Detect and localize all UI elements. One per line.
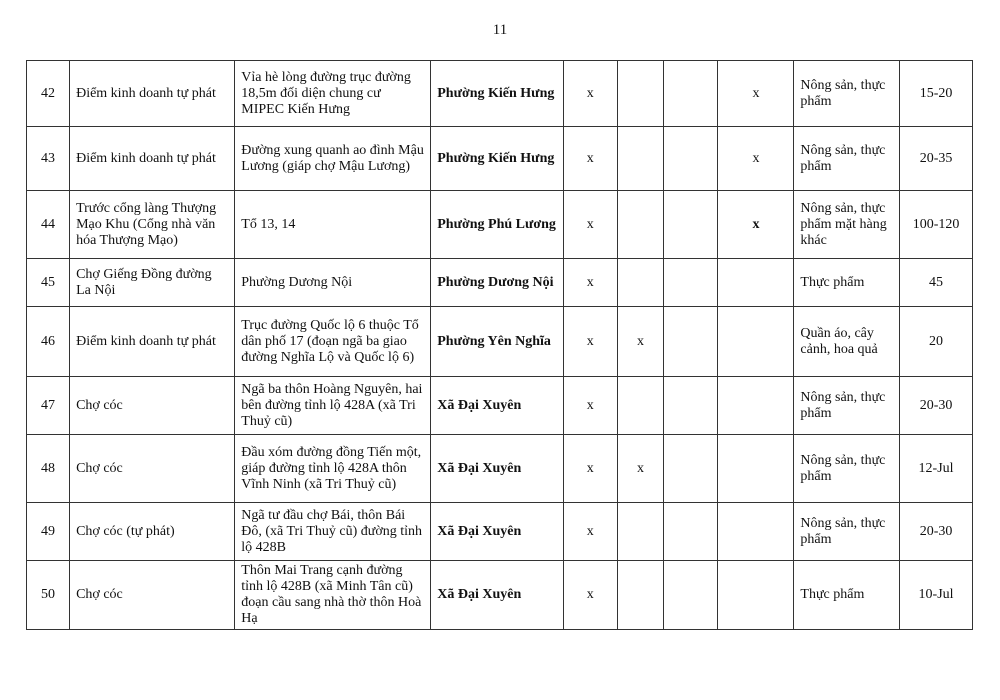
ward-name: Xã Đại Xuyên bbox=[431, 435, 563, 503]
mark-cell bbox=[617, 127, 663, 191]
mark-cell: x bbox=[563, 435, 617, 503]
table-row bbox=[27, 435, 973, 503]
area-value: 10-Jul bbox=[900, 561, 973, 630]
row-number: 42 bbox=[27, 61, 70, 127]
goods-type: Nông sản, thực phẩm mặt hàng khác bbox=[794, 191, 900, 259]
mark-cell bbox=[664, 435, 718, 503]
goods-type: Nông sản, thực phẩm bbox=[794, 435, 900, 503]
mark-cell: x bbox=[563, 561, 617, 630]
mark-cell bbox=[718, 435, 794, 503]
ward-name: Phường Yên Nghĩa bbox=[431, 307, 563, 377]
mark-cell bbox=[718, 307, 794, 377]
table-row bbox=[27, 259, 973, 307]
table-row bbox=[27, 61, 973, 127]
mark-cell bbox=[718, 377, 794, 435]
mark-cell: x bbox=[563, 307, 617, 377]
mark-cell bbox=[664, 127, 718, 191]
table-row bbox=[27, 191, 973, 259]
market-name: Chợ cóc (tự phát) bbox=[70, 503, 235, 561]
ward-name: Phường Kiến Hưng bbox=[431, 61, 563, 127]
market-location: Ngã ba thôn Hoàng Nguyên, hai bên đường tỉnh lộ 428A (xã Tri Thuỷ cũ) bbox=[235, 377, 431, 435]
market-location: Ngã tư đầu chợ Bái, thôn Bái Đô, (xã Tri Thuỷ cũ) đường tỉnh lộ 428B bbox=[235, 503, 431, 561]
mark-cell bbox=[718, 259, 794, 307]
mark-cell bbox=[664, 259, 718, 307]
table-row bbox=[27, 503, 973, 561]
market-name: Chợ cóc bbox=[70, 435, 235, 503]
mark-cell: x bbox=[718, 127, 794, 191]
row-number: 46 bbox=[27, 307, 70, 377]
market-location: Phường Dương Nội bbox=[235, 259, 431, 307]
mark-cell bbox=[718, 561, 794, 630]
ward-name: Xã Đại Xuyên bbox=[431, 377, 563, 435]
mark-cell bbox=[617, 259, 663, 307]
market-name: Trước cổng làng Thượng Mạo Khu (Cổng nhà văn hóa Thượng Mạo) bbox=[70, 191, 235, 259]
page-number: 11 bbox=[492, 22, 508, 38]
row-number: 50 bbox=[27, 561, 70, 630]
ward-name: Xã Đại Xuyên bbox=[431, 561, 563, 630]
table-row bbox=[27, 127, 973, 191]
mark-cell: x bbox=[563, 191, 617, 259]
goods-type: Thực phẩm bbox=[794, 561, 900, 630]
goods-type: Nông sản, thực phẩm bbox=[794, 61, 900, 127]
mark-cell bbox=[617, 561, 663, 630]
market-location: Trục đường Quốc lộ 6 thuộc Tổ dân phố 17 (đoạn ngã ba giao đường Nghĩa Lộ và Quốc lộ 6) bbox=[235, 307, 431, 377]
market-location: Vỉa hè lòng đường trục đường 18,5m đối diện chung cư MIPEC Kiến Hưng bbox=[235, 61, 431, 127]
market-name: Điểm kinh doanh tự phát bbox=[70, 307, 235, 377]
market-name: Điểm kinh doanh tự phát bbox=[70, 61, 235, 127]
area-value: 20 bbox=[900, 307, 973, 377]
mark-cell bbox=[718, 503, 794, 561]
mark-cell bbox=[664, 377, 718, 435]
mark-cell bbox=[664, 307, 718, 377]
mark-cell bbox=[617, 503, 663, 561]
goods-type: Nông sản, thực phẩm bbox=[794, 127, 900, 191]
mark-cell bbox=[664, 503, 718, 561]
ward-name: Phường Phú Lương bbox=[431, 191, 563, 259]
table-row bbox=[27, 377, 973, 435]
market-name: Chợ Giếng Đồng đường La Nội bbox=[70, 259, 235, 307]
mark-cell: x bbox=[563, 259, 617, 307]
market-name: Chợ cóc bbox=[70, 561, 235, 630]
area-value: 20-30 bbox=[900, 503, 973, 561]
row-number: 45 bbox=[27, 259, 70, 307]
mark-cell bbox=[664, 191, 718, 259]
area-value: 45 bbox=[900, 259, 973, 307]
mark-cell: x bbox=[563, 377, 617, 435]
ward-name: Xã Đại Xuyên bbox=[431, 503, 563, 561]
area-value: 100-120 bbox=[900, 191, 973, 259]
area-value: 12-Jul bbox=[900, 435, 973, 503]
mark-cell: x bbox=[718, 61, 794, 127]
mark-cell bbox=[617, 191, 663, 259]
market-name: Điểm kinh doanh tự phát bbox=[70, 127, 235, 191]
mark-cell bbox=[664, 61, 718, 127]
mark-cell: x bbox=[563, 127, 617, 191]
table-row bbox=[27, 307, 973, 377]
market-location: Tổ 13, 14 bbox=[235, 191, 431, 259]
market-name: Chợ cóc bbox=[70, 377, 235, 435]
goods-type: Quần áo, cây cảnh, hoa quả bbox=[794, 307, 900, 377]
ward-name: Phường Dương Nội bbox=[431, 259, 563, 307]
mark-cell: x bbox=[718, 191, 794, 259]
mark-cell: x bbox=[563, 61, 617, 127]
table-row bbox=[27, 561, 973, 630]
mark-cell bbox=[617, 377, 663, 435]
market-location: Đầu xóm đường đồng Tiến một, giáp đường tỉnh lộ 428A thôn Vĩnh Ninh (xã Tri Thuỷ cũ) bbox=[235, 435, 431, 503]
mark-cell: x bbox=[617, 435, 663, 503]
market-table bbox=[26, 60, 973, 630]
mark-cell: x bbox=[563, 503, 617, 561]
row-number: 49 bbox=[27, 503, 70, 561]
goods-type: Nông sản, thực phẩm bbox=[794, 377, 900, 435]
row-number: 48 bbox=[27, 435, 70, 503]
mark-cell: x bbox=[617, 307, 663, 377]
ward-name: Phường Kiến Hưng bbox=[431, 127, 563, 191]
row-number: 47 bbox=[27, 377, 70, 435]
market-location: Đường xung quanh ao đình Mậu Lương (giáp chợ Mậu Lương) bbox=[235, 127, 431, 191]
area-value: 20-30 bbox=[900, 377, 973, 435]
area-value: 20-35 bbox=[900, 127, 973, 191]
area-value: 15-20 bbox=[900, 61, 973, 127]
market-location: Thôn Mai Trang cạnh đường tỉnh lộ 428B (xã Minh Tân cũ) đoạn cầu sang nhà thờ thôn Hoà Hạ bbox=[235, 561, 431, 630]
row-number: 43 bbox=[27, 127, 70, 191]
goods-type: Thực phẩm bbox=[794, 259, 900, 307]
mark-cell bbox=[664, 561, 718, 630]
row-number: 44 bbox=[27, 191, 70, 259]
goods-type: Nông sản, thực phẩm bbox=[794, 503, 900, 561]
mark-cell bbox=[617, 61, 663, 127]
